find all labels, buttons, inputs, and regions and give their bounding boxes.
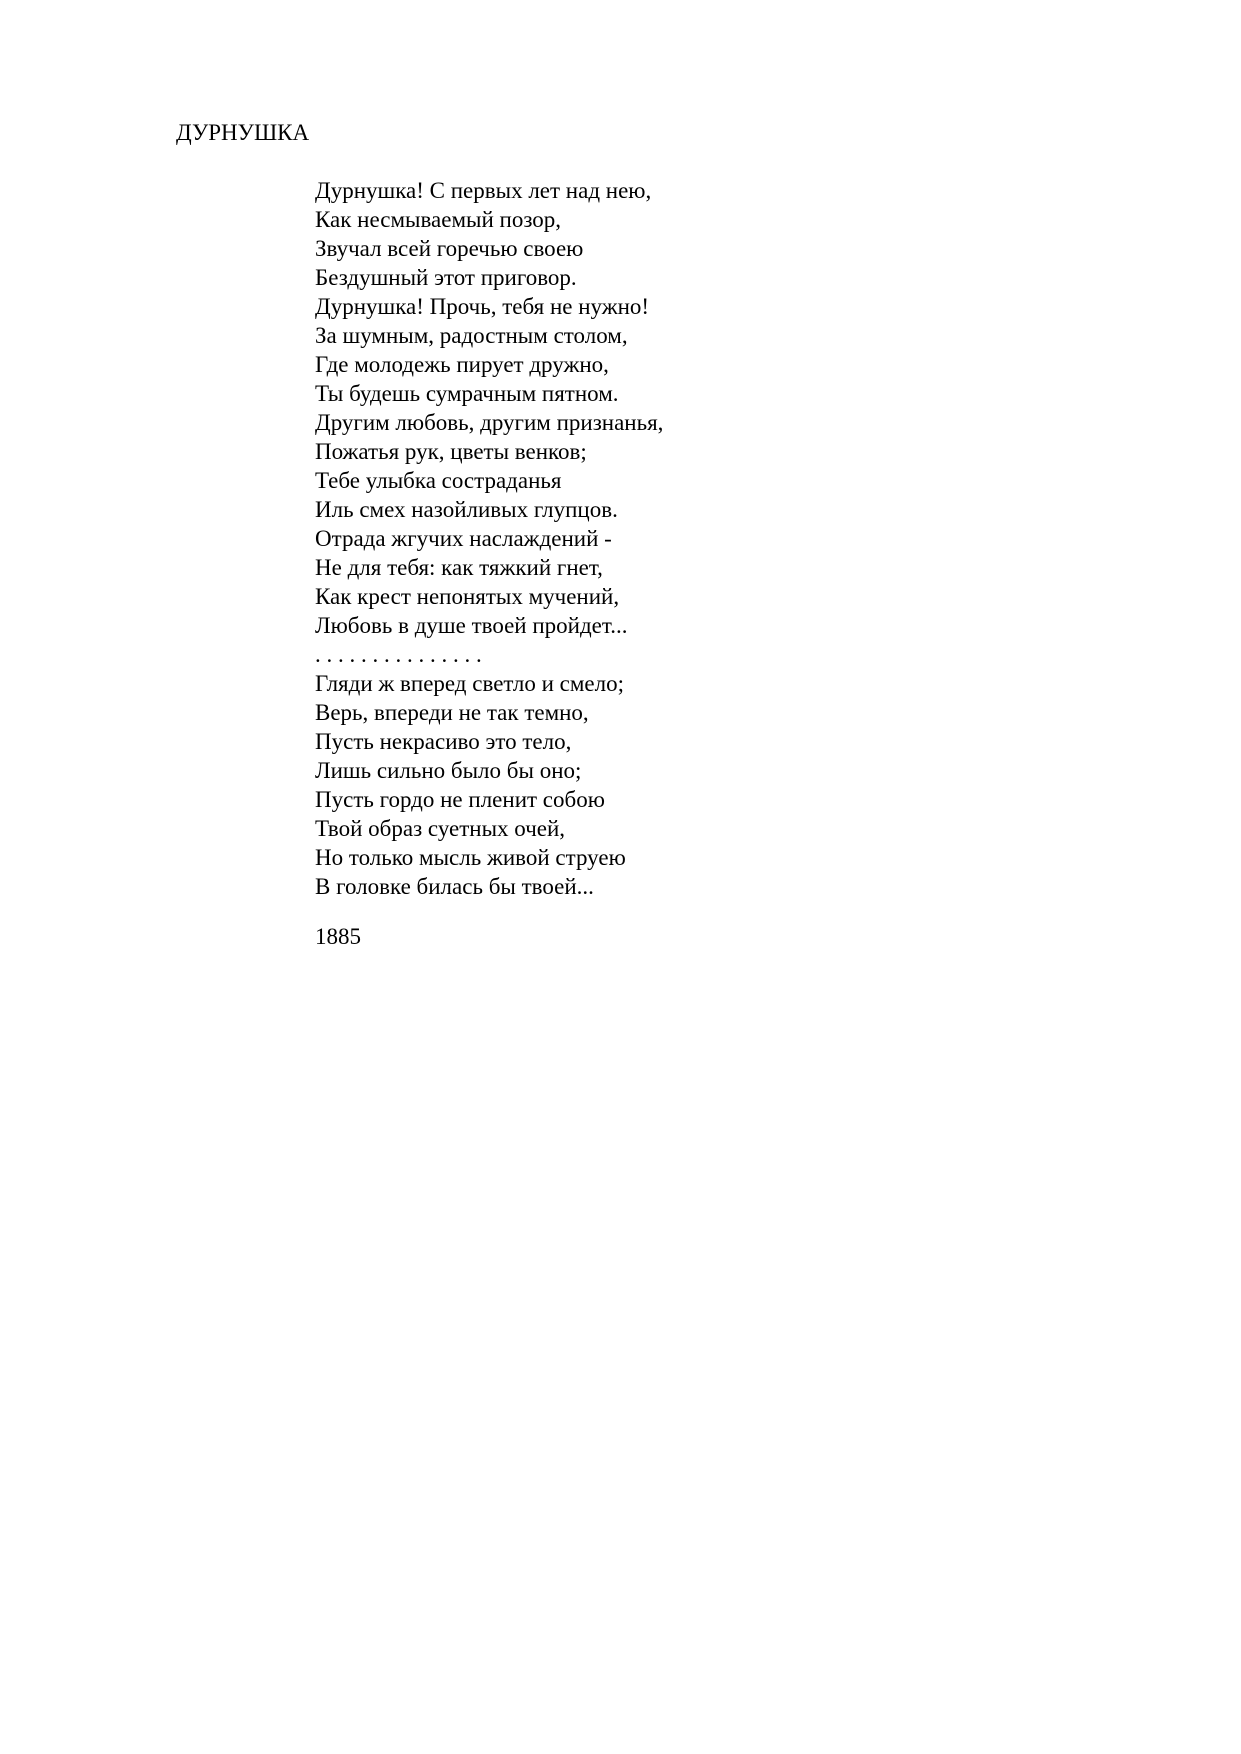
poem-line: Твой образ суетных очей, [315,816,566,841]
poem-line: Как несмываемый позор, [315,207,562,232]
poem-line: В головке билась бы твоей... [315,874,594,899]
poem-line: Тебе улыбка состраданья [315,468,562,493]
poem-line: Как крест непонятых мучений, [315,584,620,609]
poem-line: Любовь в душе твоей пройдет... [315,613,628,638]
poem-line: Дурнушка! Прочь, тебя не нужно! [315,294,650,319]
poem-line: Лишь сильно было бы оно; [315,758,582,783]
poem-line: Где молодежь пирует дружно, [315,352,609,377]
poem-line: Пусть гордо не пленит собою [315,787,605,812]
poem-line: . . . . . . . . . . . . . . . [315,642,482,667]
poem-line: Звучал всей горечью своею [315,236,584,261]
poem-line: Не для тебя: как тяжкий гнет, [315,555,603,580]
poem-line: Ты будешь сумрачным пятном. [315,381,619,406]
poem-line: За шумным, радостным столом, [315,323,628,348]
poem-title: ДУРНУШКА [176,120,310,145]
poem-line: Бездушный этот приговор. [315,265,577,290]
poem-line: Дурнушка! С первых лет над нею, [315,178,652,203]
poem-line: Другим любовь, другим признанья, [315,410,664,435]
poem-line: Но только мысль живой струею [315,845,626,870]
poem-line: Пусть некрасиво это тело, [315,729,572,754]
poem-line: Верь, впереди не так темно, [315,700,589,725]
poem-text [315,176,663,901]
poem-year: 1885 [315,924,361,949]
poem-line: Иль смех назойливых глупцов. [315,497,618,522]
poem-line: Гляди ж вперед светло и смело; [315,671,625,696]
poem-line: Отрада жгучих наслаждений - [315,526,612,551]
poem-line: Пожатья рук, цветы венков; [315,439,587,464]
